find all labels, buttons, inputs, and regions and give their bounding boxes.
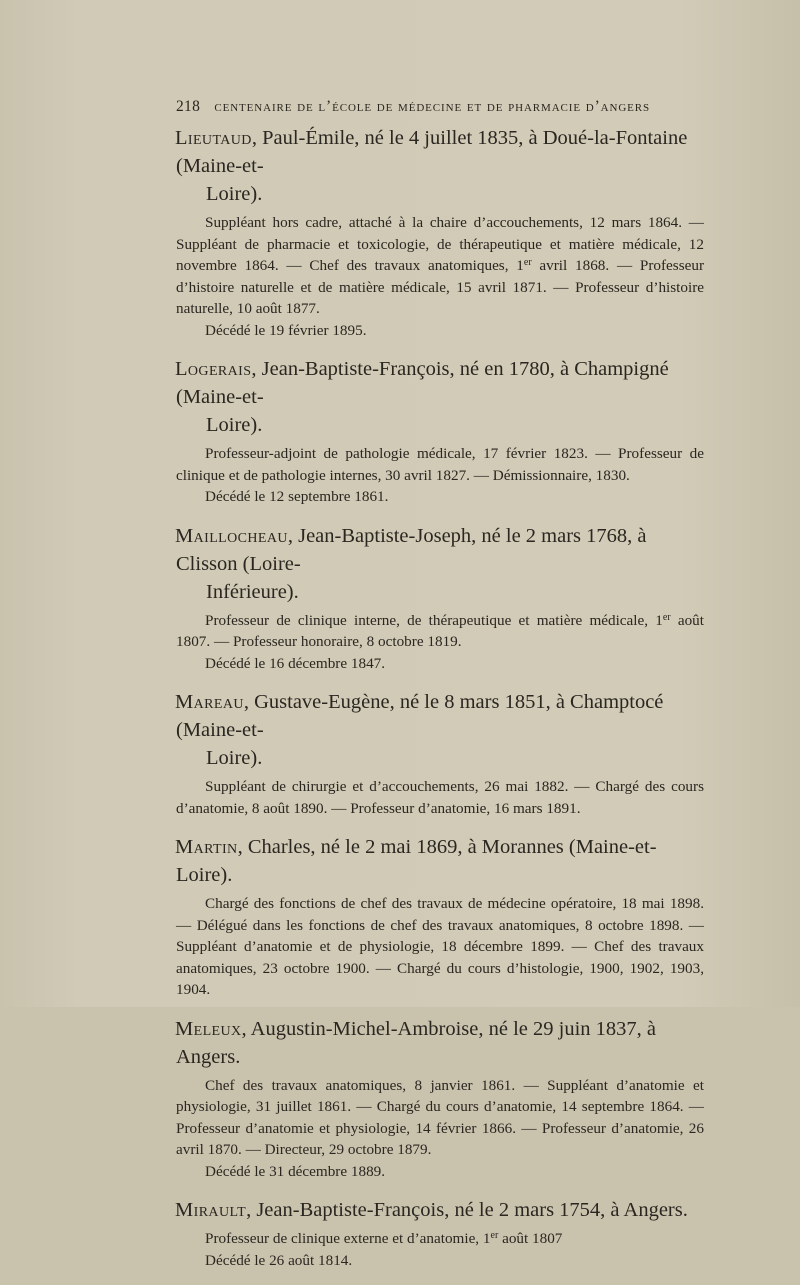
entry-surname: Logerais — [175, 358, 252, 380]
entry-career: Suppléant hors cadre, attaché à la chaire d’accouchements, 12 mars 1864. — Suppléant de pharmacie et toxicologie, de thérapeutique et matière médicale, 12 novembre 1864. — Chef des travaux anatomiques, 1er avril 1868. — Professeur d’histoire naturelle et de matière médicale, 15 avril 1871. — Professeur d’histoire naturelle, 10 août 1877. — [176, 214, 704, 317]
entry-surname: Mirault — [175, 1199, 247, 1221]
entry-career: Professeur de clinique interne, de thérapeutique et matière médicale, 1er août 1807. — Professeur honoraire, 8 octobre 1819. — [176, 611, 704, 650]
entry-heading — [176, 124, 704, 208]
biography-entry — [176, 522, 704, 675]
entry-heading — [176, 688, 704, 772]
entry-heading-line1: , Augustin-Michel-Ambroise, né le 29 juin 1837, à Angers. — [176, 1017, 657, 1068]
entry-career: Chargé des fonctions de chef des travaux de médecine opératoire, 18 mai 1898. — Délégué dans les fonctions de chef des travaux anatomiques, 8 octobre 1898. — Suppléant d’anatomie et de physiologie, 18 décembre 1899. — Chef des travaux anatomiques, 23 octobre 1900. — Chargé du cours d’histologie, 1900, 1902, 1903, 1904. — [176, 895, 704, 998]
entry-surname: Mareau — [175, 691, 244, 713]
entry-career: Suppléant de chirurgie et d’accouchements, 26 mai 1882. — Chargé des cours d’anatomie, 8 août 1890. — Professeur d’anatomie, 16 mars 1891. — [176, 778, 704, 817]
biography-entry — [176, 688, 704, 819]
biography-entry — [176, 355, 704, 508]
entry-heading-line1: , Gustave-Eugène, né le 8 mars 1851, à Champtocé (Maine-et- — [176, 691, 664, 741]
biography-entry — [176, 1196, 704, 1271]
running-title: centenaire de l’école de médecine et de pharmacie d’angers — [214, 98, 651, 115]
entry-heading — [176, 1015, 704, 1071]
biography-entry — [176, 124, 704, 341]
running-header — [176, 98, 650, 116]
entry-surname: Meleux — [175, 1017, 242, 1040]
entry-heading-line1: , Jean-Baptiste-François, né le 2 mars 1754, à Angers. — [246, 1199, 688, 1221]
entry-surname: Maillocheau — [175, 524, 288, 547]
entry-surname: Lieutaud — [175, 127, 252, 149]
entry-heading-line1: , Jean-Baptiste-François, né en 1780, à Champigné (Maine-et- — [176, 358, 669, 408]
entry-heading — [176, 833, 704, 889]
entry-heading-line2: Loire). — [206, 414, 263, 436]
entry-heading — [176, 522, 704, 606]
entry-career: Chef des travaux anatomiques, 8 janvier 1861. — Suppléant d’anatomie et physiologie, 31 juillet 1861. — Chargé du cours d’anatomie, 14 septembre 1864. — Professeur d’anatomie et physiologie, 14 février 1866. — Professeur d’anatomie, 26 avril 1870. — Directeur, 29 octobre 1879. — [176, 1076, 704, 1158]
entry-heading — [176, 1196, 704, 1224]
entry-career: Professeur-adjoint de pathologie médicale, 17 février 1823. — Professeur de clinique et de pathologie internes, 30 avril 1827. — Démissionnaire, 1830. — [176, 445, 704, 484]
entry-death: Décédé le 19 février 1895. — [205, 321, 367, 339]
entry-heading-line2: Inférieure). — [206, 580, 299, 603]
entry-heading-line1: , Jean-Baptiste-Joseph, né le 2 mars 1768, à Clisson (Loire- — [176, 524, 647, 575]
entry-death: Décédé le 12 septembre 1861. — [205, 488, 389, 505]
biography-entry — [176, 833, 704, 1001]
entry-heading-line1: , Charles, né le 2 mai 1869, à Morannes (Maine-et-Loire). — [176, 836, 657, 886]
entries-list — [176, 124, 704, 1285]
entry-heading-line2: Loire). — [206, 747, 263, 769]
entry-heading — [176, 355, 704, 439]
entry-death: Décédé le 26 août 1814. — [205, 1251, 353, 1269]
biography-entry — [176, 1015, 704, 1183]
entry-career: Professeur de clinique externe et d’anatomie, 1er août 1807 — [205, 1230, 563, 1247]
entry-death: Décédé le 31 décembre 1889. — [205, 1162, 386, 1180]
entry-heading-line1: , Paul-Émile, né le 4 juillet 1835, à Doué-la-Fontaine (Maine-et- — [176, 127, 688, 177]
entry-death: Décédé le 16 décembre 1847. — [205, 654, 386, 672]
page-number: 218 — [176, 98, 201, 115]
entry-heading-line2: Loire). — [206, 183, 263, 205]
entry-surname: Martin — [175, 836, 238, 858]
